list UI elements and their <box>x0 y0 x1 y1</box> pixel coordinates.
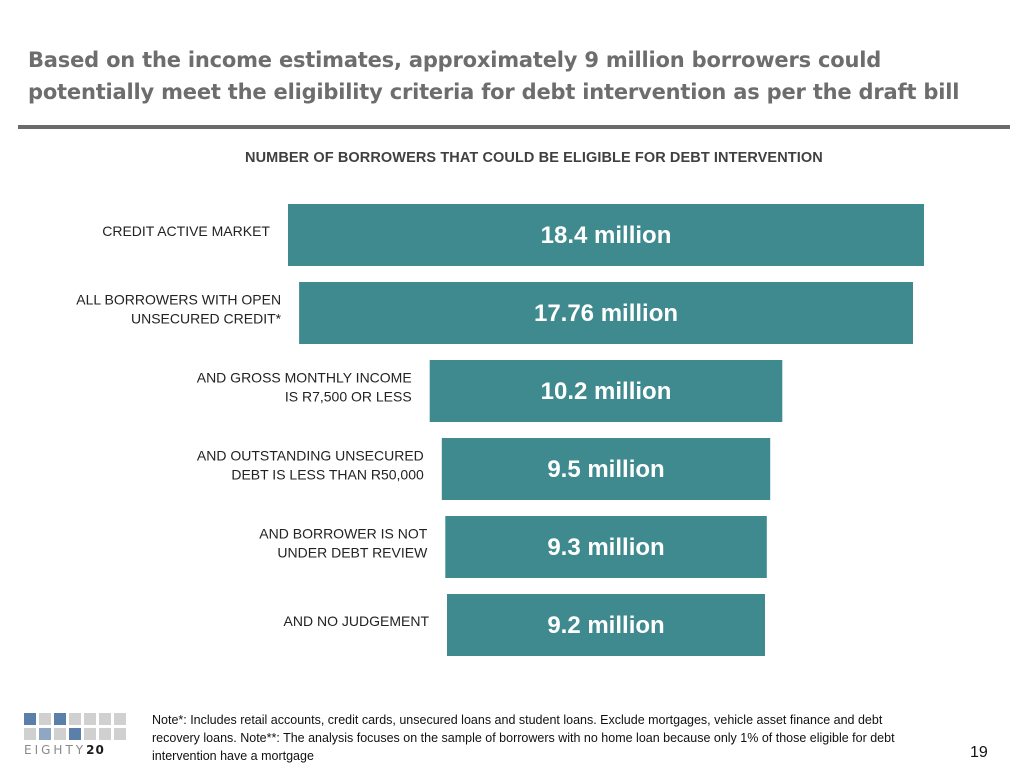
bar-value-label: 9.5 million <box>547 456 665 483</box>
bar-value-label: 10.2 million <box>540 378 672 405</box>
footnote: Note*: Includes retail accounts, credit cards, unsecured loans and student loans. Exclude mortgages, vehicle asset finance and debt recovery loans. Note**: The analysis focuses on the sample of borrowers with no home loan because only 1% of those eligible for debt intervention have a mortgage <box>152 713 895 763</box>
chart-title: NUMBER OF BORROWERS THAT COULD BE ELIGIBLE FOR DEBT INTERVENTION <box>245 150 823 166</box>
funnel-stage-label-line: IS R7,500 OR LESS <box>284 388 412 405</box>
funnel-stage-label <box>197 448 424 483</box>
logo-wordmark: EIGHTY20 <box>24 743 105 757</box>
funnel-stage-label-line: ALL BORROWERS WITH OPEN <box>76 291 282 308</box>
page-number: 19 <box>970 744 988 761</box>
funnel-stage-label-line: AND BORROWER IS NOT <box>259 525 428 542</box>
funnel-stage-label <box>197 370 412 405</box>
funnel-stage-label <box>284 613 430 629</box>
funnel-stage-label <box>76 292 281 327</box>
slide-headline: Based on the income estimates, approximately 9 million borrowers could potentially meet the eligibility criteria for debt intervention as per the draft bill <box>28 48 960 104</box>
funnel-stage-label-line: AND GROSS MONTHLY INCOME <box>196 369 412 386</box>
bar-value-label: 9.2 million <box>547 612 665 639</box>
bar-value-label: 17.76 million <box>533 300 679 327</box>
bar-value-label: 18.4 million <box>540 222 672 249</box>
funnel-stage-label-line: UNSECURED CREDIT* <box>130 310 282 327</box>
bar-value-label: 9.3 million <box>547 534 665 561</box>
funnel-stage-label-line: UNDER DEBT REVIEW <box>277 544 428 561</box>
funnel-stage-label-line: AND OUTSTANDING UNSECURED <box>196 447 424 464</box>
eighty20-logo <box>24 713 134 759</box>
funnel-stage-label <box>259 526 428 561</box>
funnel-stage-label-line: CREDIT ACTIVE MARKET <box>102 223 270 239</box>
funnel-stage-label <box>102 223 270 239</box>
funnel-stage-label-line: DEBT IS LESS THAN R50,000 <box>231 466 424 483</box>
logo-mosaic-icon <box>24 713 134 740</box>
funnel-stage-label-line: AND NO JUDGEMENT <box>283 613 429 629</box>
